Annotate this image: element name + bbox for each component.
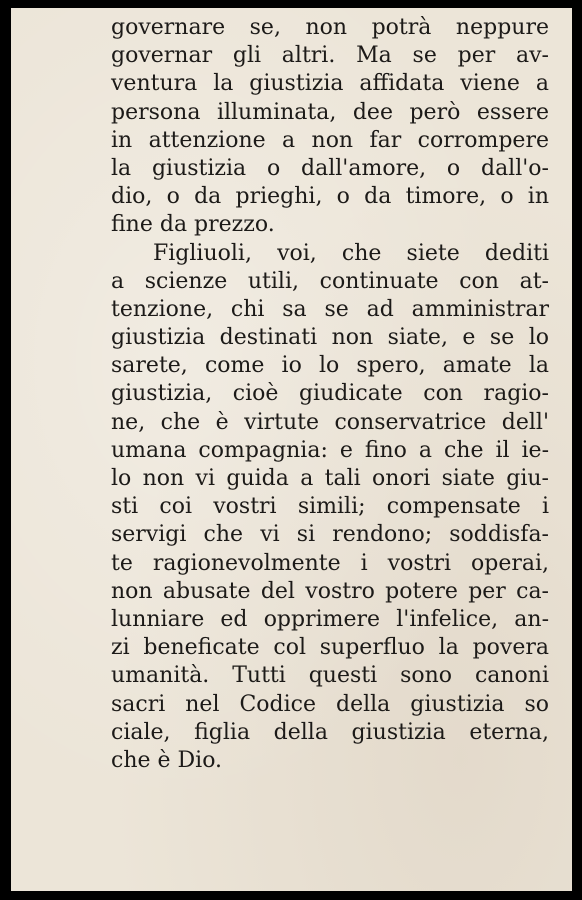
text-line: giustizia destinati non siate, e se lo — [111, 325, 549, 351]
text-line: sti coi vostri simili; compensate i — [111, 494, 549, 520]
text-line: persona illuminata, dee però essere — [111, 99, 549, 125]
text-line: governar gli altri. Ma se per av- — [111, 43, 549, 69]
text-line: dio, o da prieghi, o da timore, o in — [111, 184, 549, 210]
text-line: sarete, come io lo spero, amate la — [111, 353, 549, 379]
text-line: che è Dio. — [111, 747, 223, 773]
book-page — [11, 8, 572, 891]
text-line: a scienze utili, continuate con at- — [111, 268, 549, 294]
text-line: ciale, figlia della giustizia eterna, — [111, 719, 549, 745]
text-line: lunniare ed opprimere l'infelice, an- — [111, 606, 549, 632]
text-line: sacri nel Codice della giustizia so — [111, 691, 549, 717]
text-line: in attenzione a non far corrompere — [111, 127, 549, 153]
text-line: umanità. Tutti questi sono canoni — [111, 663, 549, 689]
text-line: giustizia, cioè giudicate con ragio- — [111, 381, 549, 407]
text-line: zi beneficate col superfluo la povera — [111, 635, 549, 661]
text-line: fine da prezzo. — [111, 212, 275, 238]
text-line: te ragionevolmente i vostri operai, — [111, 550, 549, 576]
text-line: umana compagnia: e fino a che il ie- — [111, 437, 549, 463]
text-line: la giustizia o dall'amore, o dall'o- — [111, 155, 549, 181]
text-line: ne, che è virtute conservatrice dell' — [111, 409, 549, 435]
text-line: servigi che vi si rendono; soddisfa- — [111, 522, 549, 548]
text-line: governare se, non potrà neppure — [111, 15, 549, 40]
paragraph-start-line: Figliuoli, voi, che siete dediti — [153, 240, 549, 266]
text-line: lo non vi guida a tali onori siate giu- — [111, 466, 549, 491]
text-line: non abusate del vostro potere per ca- — [111, 578, 549, 604]
text-line: tenzione, chi sa se ad amministrar — [111, 296, 549, 322]
page-text — [111, 14, 549, 775]
text-line: ventura la giustizia affidata viene a — [111, 71, 549, 97]
